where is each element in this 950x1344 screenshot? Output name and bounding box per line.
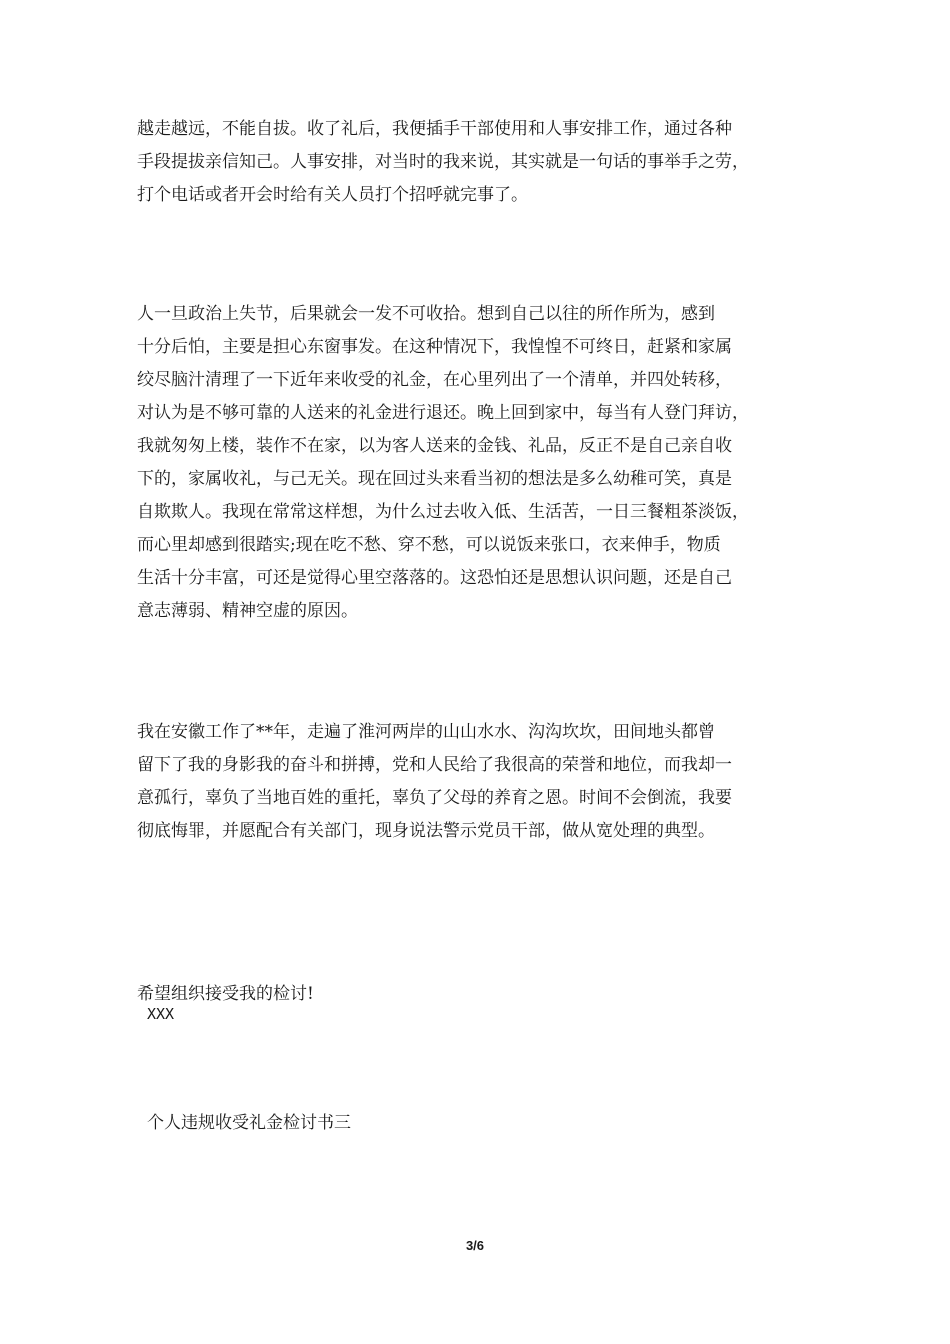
closing-paragraph (137, 983, 314, 1005)
text-line: 彻底悔罪，并愿配合有关部门，现身说法警示党员干部，做从宽处理的典型。 (137, 821, 715, 841)
text-line: 人一旦政治上失节，后果就会一发不可收拾。想到自己以往的所作所为，感到 (137, 304, 715, 324)
paragraph-2 (137, 298, 837, 628)
text-line: 绞尽脑汁清理了一下近年来收受的礼金，在心里列出了一个清单，并四处转移， (137, 370, 732, 390)
paragraph-3 (137, 716, 837, 848)
page-number: 3/6 (465, 1238, 485, 1253)
text-line: 打个电话或者开会时给有关人员打个招呼就完事了。 (137, 185, 528, 205)
text-line: 下的，家属收礼，与己无关。现在回过头来看当初的想法是多么幼稚可笑，真是 (137, 469, 732, 489)
text-line: 十分后怕，主要是担心东窗事发。在这种情况下，我惶惶不可终日，赶紧和家属 (137, 337, 732, 357)
text-line: 而心里却感到很踏实;现在吃不愁、穿不愁，可以说饭来张口，衣来伸手，物质 (137, 535, 721, 555)
text-line: 留下了我的身影我的奋斗和拼搏，党和人民给了我很高的荣誉和地位，而我却一 (137, 755, 732, 775)
signature: XXX (147, 1005, 175, 1023)
next-section-title: 个人违规收受礼金检讨书三 (147, 1113, 351, 1133)
text-line: 我就匆匆上楼，装作不在家，以为客人送来的金钱、礼品，反正不是自己亲自收 (137, 436, 732, 456)
paragraph-1 (137, 113, 837, 212)
text-line: 生活十分丰富，可还是觉得心里空落落的。这恐怕还是思想认识问题，还是自己 (137, 568, 732, 588)
text-line: 我在安徽工作了**年，走遍了淮河两岸的山山水水、沟沟坎坎，田间地头都曾 (137, 722, 715, 742)
closing-text: 希望组织接受我的检讨! (137, 984, 314, 1004)
text-line: 意志薄弱、精神空虚的原因。 (137, 601, 358, 621)
text-line: 手段提拔亲信知己。人事安排，对当时的我来说，其实就是一句话的事举手之劳， (137, 152, 749, 172)
text-line: 越走越远，不能自拔。收了礼后，我便插手干部使用和人事安排工作，通过各种 (137, 119, 732, 139)
text-line: 对认为是不够可靠的人送来的礼金进行退还。晚上回到家中，每当有人登门拜访， (137, 403, 749, 423)
text-line: 意孤行，辜负了当地百姓的重托，辜负了父母的养育之恩。时间不会倒流，我要 (137, 788, 732, 808)
text-line: 自欺欺人。我现在常常这样想，为什么过去收入低、生活苦，一日三餐粗茶淡饭， (137, 502, 749, 522)
